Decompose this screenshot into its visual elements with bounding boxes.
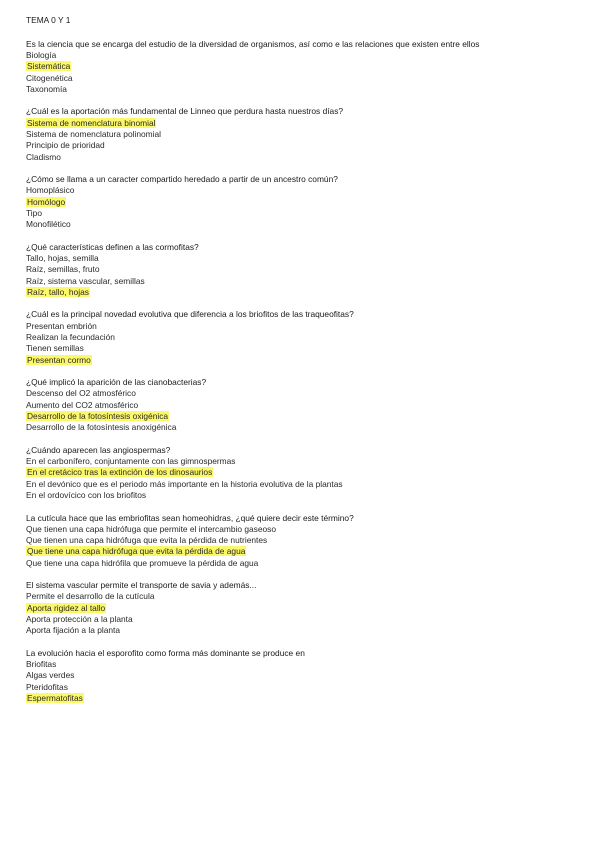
answer-text: Raíz, sistema vascular, semillas — [26, 275, 145, 286]
answer-option-correct — [26, 118, 576, 129]
question-text: El sistema vascular permite el transporte de savia y además... — [26, 580, 257, 591]
answer-option-correct — [26, 603, 576, 614]
answer-option — [26, 670, 576, 681]
answer-options — [26, 185, 576, 230]
document-title: TEMA 0 Y 1 — [26, 15, 71, 25]
highlighted-answer-text: Homólogo — [27, 196, 66, 207]
answer-option — [26, 332, 576, 343]
highlighted-answer-text: Que tiene una capa hidrófuga que evita la pérdida de agua — [27, 546, 246, 557]
question-block — [26, 106, 576, 162]
answer-text: Algas verdes — [26, 670, 75, 681]
answer-option — [26, 264, 576, 275]
question-block — [26, 242, 576, 298]
question-text: La cutícula hace que las embriofitas sean homeohidras, ¿qué quiere decir este término? — [26, 512, 354, 523]
answer-option — [26, 659, 576, 670]
answer-text: Sistema de nomenclatura polinomial — [26, 129, 162, 140]
answer-options — [26, 524, 576, 569]
answer-text: Desarrollo de la fotosíntesis anoxigénica — [26, 422, 177, 433]
answer-options — [26, 50, 576, 95]
answer-option — [26, 422, 576, 433]
answer-option — [26, 490, 576, 501]
answer-option — [26, 129, 576, 140]
question-text: ¿Cómo se llama a un caracter compartido heredado a partir de un ancestro común? — [26, 174, 338, 185]
answer-option — [26, 456, 576, 467]
answer-options — [26, 118, 576, 163]
question-block — [26, 580, 576, 636]
answer-text: Aumento del CO2 atmosférico — [26, 399, 139, 410]
questions-list — [26, 39, 576, 705]
answer-option-correct — [26, 61, 576, 72]
answer-text: Aporta fijación a la planta — [26, 625, 121, 636]
answer-text: Presentan embrión — [26, 320, 97, 331]
answer-option — [26, 253, 576, 264]
highlighted-answer-text: Raíz, tallo, hojas — [27, 287, 89, 297]
answer-text: Cladismo — [26, 151, 61, 162]
answer-option — [26, 535, 576, 546]
answer-text: Taxonomía — [26, 83, 67, 94]
highlighted-answer-text: En el cretácico tras la extinción de los dinosaurios — [27, 467, 213, 478]
answer-text: Permite el desarrollo de la cutícula — [26, 591, 155, 602]
answer-option — [26, 625, 576, 636]
answer-options — [26, 321, 576, 366]
answer-text: Descenso del O2 atmosférico — [26, 388, 136, 399]
highlighted-answer-text: Desarrollo de la fotosíntesis oxigénica — [27, 411, 169, 422]
answer-option — [26, 84, 576, 95]
answer-options — [26, 253, 576, 298]
question-text: ¿Cuál es la principal novedad evolutiva que diferencia a los briofitos de las traqueofitas? — [26, 309, 354, 320]
answer-text: Briofitas — [26, 659, 57, 670]
answer-option-correct — [26, 546, 576, 557]
question-text: ¿Cuándo aparecen las angiospermas? — [26, 444, 171, 455]
answer-text: En el devónico que es el periodo más importante en la historia evolutiva de la plantas — [26, 478, 343, 489]
answer-option — [26, 400, 576, 411]
question-block — [26, 445, 576, 501]
answer-text: Pteridofitas — [26, 681, 68, 692]
answer-option — [26, 558, 576, 569]
question-block — [26, 513, 576, 569]
answer-option — [26, 185, 576, 196]
answer-option-correct — [26, 411, 576, 422]
question-text: ¿Qué implicó la aparición de las cianobacterias? — [26, 377, 207, 388]
answer-text: Monofilético — [26, 219, 71, 230]
question-block — [26, 174, 576, 230]
answer-options — [26, 456, 576, 501]
answer-option-correct — [26, 693, 576, 704]
answer-text: Citogenética — [26, 72, 73, 83]
answer-option — [26, 276, 576, 287]
answer-text: Que tienen una capa hidrófuga que permite el intercambio gaseoso — [26, 523, 277, 534]
question-block — [26, 648, 576, 704]
answer-text: Raíz, semillas, fruto — [26, 264, 100, 275]
answer-text: En el carbonífero, conjuntamente con las gimnospermas — [26, 456, 236, 467]
answer-text: Homoplásico — [26, 185, 75, 196]
answer-option — [26, 343, 576, 354]
answer-option — [26, 388, 576, 399]
question-text: ¿Cuál es la aportación más fundamental de Linneo que perdura hasta nuestros días? — [26, 106, 344, 117]
answer-option — [26, 73, 576, 84]
answer-option — [26, 524, 576, 535]
answer-option — [26, 591, 576, 602]
answer-text: Tienen semillas — [26, 343, 84, 354]
highlighted-answer-text: Aporta rigidez al tallo — [27, 602, 106, 613]
document-page — [26, 15, 576, 716]
question-text: La evolución hacia el esporofito como forma más dominante se produce en — [26, 647, 305, 658]
answer-option — [26, 152, 576, 163]
answer-option — [26, 50, 576, 61]
answer-option — [26, 140, 576, 151]
answer-options — [26, 659, 576, 704]
answer-text: Biología — [26, 50, 57, 61]
answer-options — [26, 591, 576, 636]
highlighted-answer-text: Presentan cormo — [27, 354, 91, 365]
question-block — [26, 39, 576, 95]
question-text: ¿Qué características definen a las cormofitas? — [26, 241, 199, 252]
answer-text: Principio de prioridad — [26, 140, 105, 151]
answer-option-correct — [26, 467, 576, 478]
answer-text: Que tienen una capa hidrófuga que evita la pérdida de nutrientes — [26, 535, 268, 546]
answer-option — [26, 219, 576, 230]
answer-text: Que tiene una capa hidrófila que promueve la pérdida de agua — [26, 557, 259, 568]
answer-option — [26, 321, 576, 332]
answer-option-correct — [26, 287, 576, 298]
answer-options — [26, 388, 576, 433]
question-block — [26, 377, 576, 433]
question-block — [26, 309, 576, 365]
answer-option — [26, 479, 576, 490]
answer-option — [26, 208, 576, 219]
highlighted-answer-text: Espermatofitas — [27, 693, 83, 704]
highlighted-answer-text: Sistemática — [27, 61, 71, 72]
answer-text: Tallo, hojas, semilla — [26, 253, 99, 264]
answer-option-correct — [26, 355, 576, 366]
answer-text: En el ordovícico con los briofitos — [26, 490, 147, 501]
question-text: Es la ciencia que se encarga del estudio de la diversidad de organismos, así como e las relaciones que existen entre ellos — [26, 38, 480, 49]
answer-text: Aporta protección a la planta — [26, 614, 133, 625]
answer-option — [26, 614, 576, 625]
answer-text: Tipo — [26, 208, 42, 219]
highlighted-answer-text: Sistema de nomenclatura binomial — [27, 117, 156, 128]
answer-text: Realizan la fecundación — [26, 332, 115, 343]
answer-option — [26, 682, 576, 693]
answer-option-correct — [26, 197, 576, 208]
